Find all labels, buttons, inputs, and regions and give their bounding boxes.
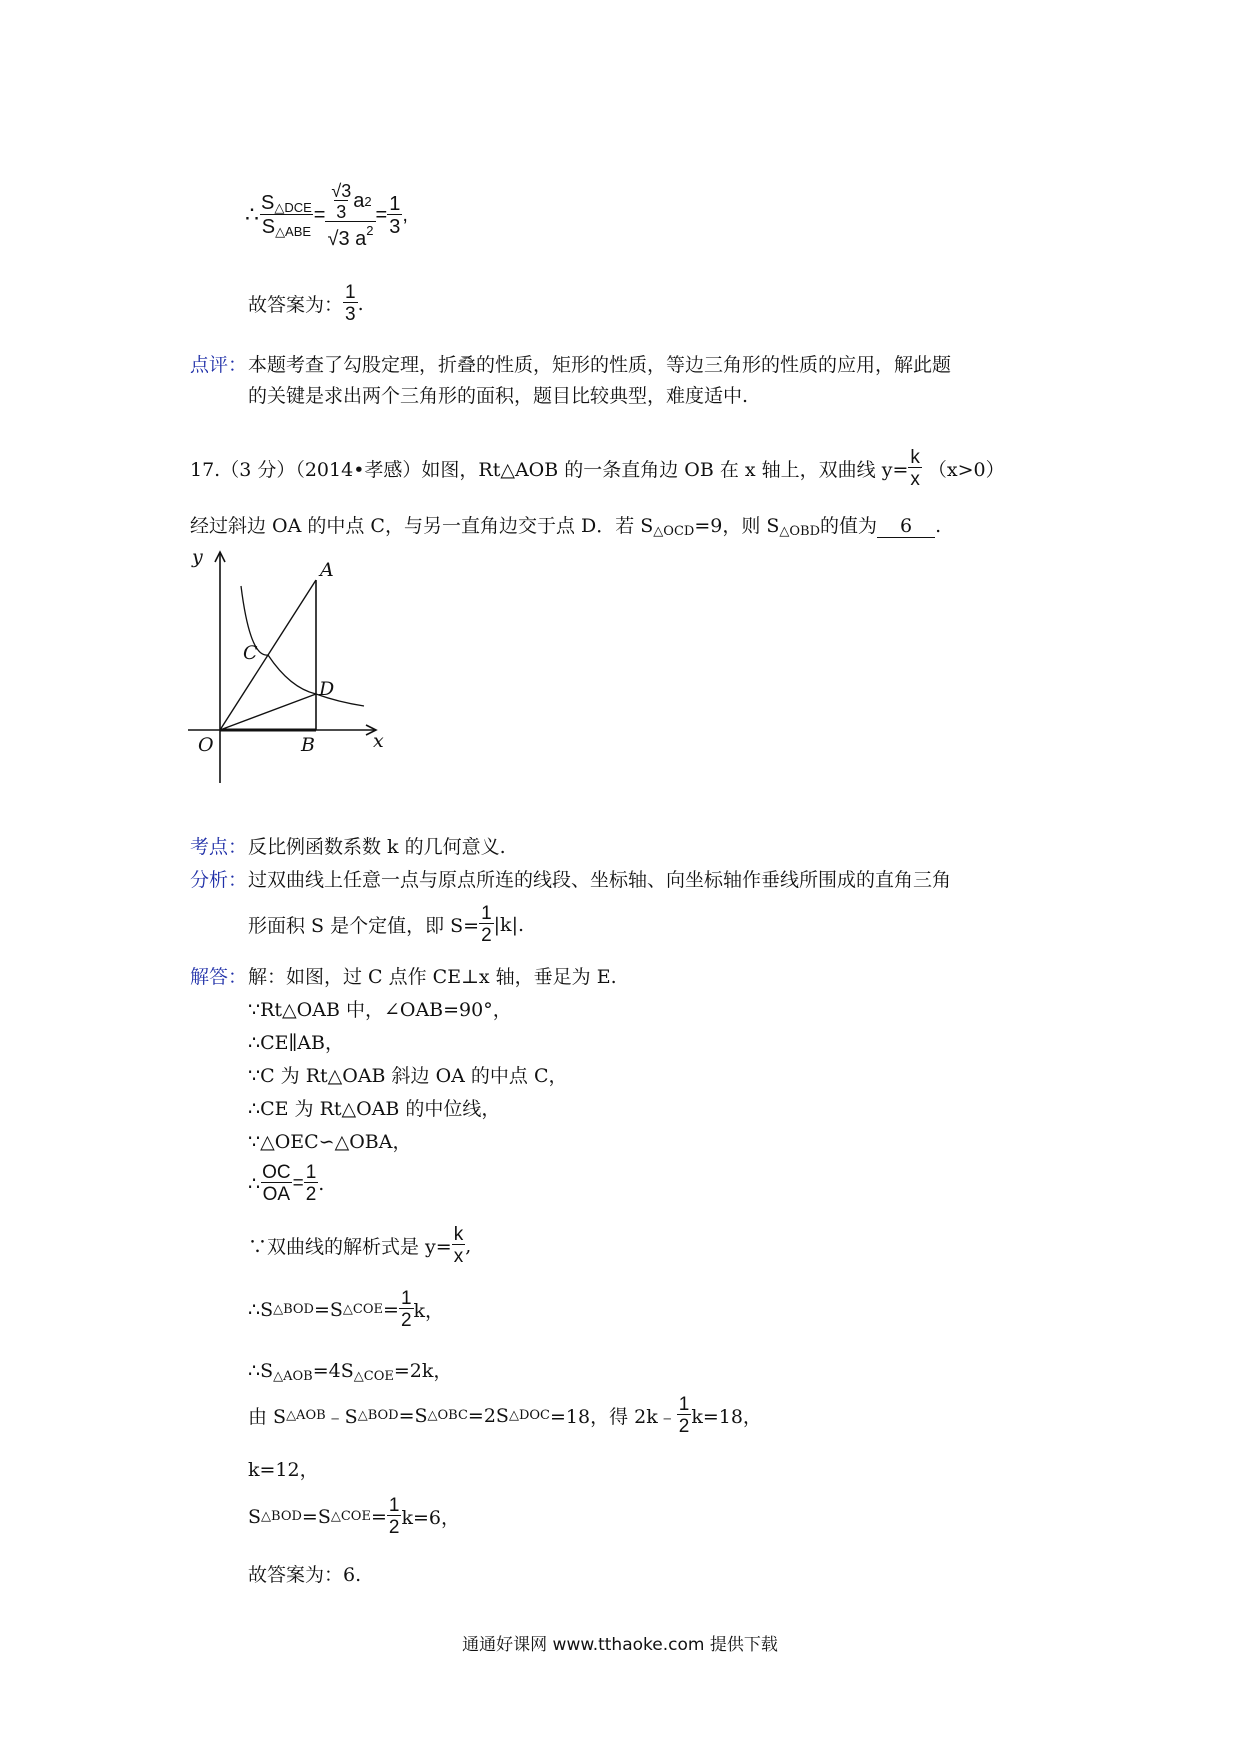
kaodian-label: 考点：	[190, 836, 248, 858]
label-c: C	[243, 642, 258, 664]
result-fraction: $\frac{1}{3}$	[389, 192, 401, 238]
area-value-fraction: $\frac{√3}{3}$ a 2 √3 $a^2$	[327, 180, 374, 250]
label-b: B	[301, 734, 315, 756]
segment-od	[220, 694, 316, 730]
area-ratio-fraction: $\frac{S_{\triangle DCE}}{S_{\triangle ABE}}$	[261, 191, 312, 239]
jieda-line-5: ∴CE 为 Rt△OAB 的中位线，	[248, 1098, 501, 1120]
question-line-2: 经过斜边 OA 的中点 C，与另一直角边交于点 D．若 $S_{\triangle OCD}=9$，则 $S_{\triangle OBD}$的值为 6 .	[190, 515, 942, 539]
geometry-figure	[180, 548, 400, 794]
jieda-line-3: ∴CE∥AB，	[248, 1032, 344, 1054]
jieda-line-8: ∵双曲线的解析式是 y= $\frac{k}{x}$ ,	[248, 1224, 472, 1267]
label-d: D	[319, 678, 335, 700]
answer-line-1: 故答案为： $\frac{1}{3}$ .	[248, 282, 364, 325]
question-line-1: 17.（3 分）（2014•孝感）如图，Rt△AOB 的一条直角边 OB 在 x 轴上，双曲线 y= $\frac{k}{x}$ （x>0）	[190, 447, 1005, 490]
answer-blank: 6	[877, 515, 935, 538]
comment-line-2: 的关键是求出两个三角形的面积，题目比较典型，难度适中.	[248, 385, 749, 407]
jieda-line-2: ∵Rt△OAB 中，∠OAB=90°，	[248, 999, 512, 1021]
hyperbola-curve	[241, 586, 364, 706]
therefore-symbol: ∴	[245, 202, 259, 228]
jieda-line-12: k=12，	[248, 1459, 319, 1481]
fenxi-label: 分析：	[190, 869, 248, 891]
comment-label: 点评：	[190, 354, 248, 376]
hyperbola-fraction: $\frac{k}{x}$	[910, 447, 920, 490]
label-y: y	[192, 548, 203, 568]
fenxi-line-1: 过双曲线上任意一点与原点所连的线段、坐标轴、向坐标轴作垂线所围成的直角三角	[248, 869, 952, 891]
footer-text: 通通好课网 www.tthaoke.com 提供下载	[462, 1635, 778, 1655]
kaodian-text: 反比例函数系数 k 的几何意义.	[248, 836, 506, 858]
label-x: x	[373, 730, 384, 752]
comment-line-1: 本题考查了勾股定理，折叠的性质，矩形的性质，等边三角形的性质的应用，解此题	[248, 354, 952, 376]
answer-fraction: $\frac{1}{3}$	[345, 282, 356, 325]
jieda-line-7: ∴ $\frac{OC}{OA}$ = $\frac{1}{2}$ .	[248, 1162, 325, 1205]
jieda-line-14: 故答案为：6.	[248, 1564, 362, 1586]
jieda-line-4: ∵C 为 Rt△OAB 斜边 OA 的中点 C，	[248, 1065, 568, 1087]
jieda-line-9: ∴S △BOD =S △COE = $\frac{1}{2}$ k，	[248, 1288, 445, 1331]
jieda-line-11: 由 S △AOB ﹣S △BOD =S △OBC =2S △DOC =18，得 2k﹣ $\frac{1}{2}$ k=18，	[248, 1394, 762, 1437]
label-a: A	[320, 559, 334, 581]
area-ratio-equation: ∴ $\frac{S_{\triangle DCE}}{S_{\triangle ABE}}$ = $\frac{√3}{3}$ a 2 √3 $a^2$ = $\frac{1}{3}$ ,	[245, 180, 408, 250]
jieda-line-1: 解：如图，过 C 点作 CE⊥x 轴，垂足为 E.	[248, 966, 617, 988]
fenxi-line-2: 形面积 S 是个定值，即 S= $\frac{1}{2}$ |k|.	[248, 903, 525, 946]
jieda-line-10: $\therefore S_{\triangle AOB}=4S_{\triangle COE}=2k$，	[248, 1360, 453, 1384]
jieda-label: 解答：	[190, 966, 248, 988]
jieda-line-6: ∵△OEC∽△OBA，	[248, 1131, 412, 1153]
label-o: O	[198, 734, 214, 756]
jieda-line-13: S △BOD =S △COE = $\frac{1}{2}$ k=6，	[248, 1495, 460, 1538]
